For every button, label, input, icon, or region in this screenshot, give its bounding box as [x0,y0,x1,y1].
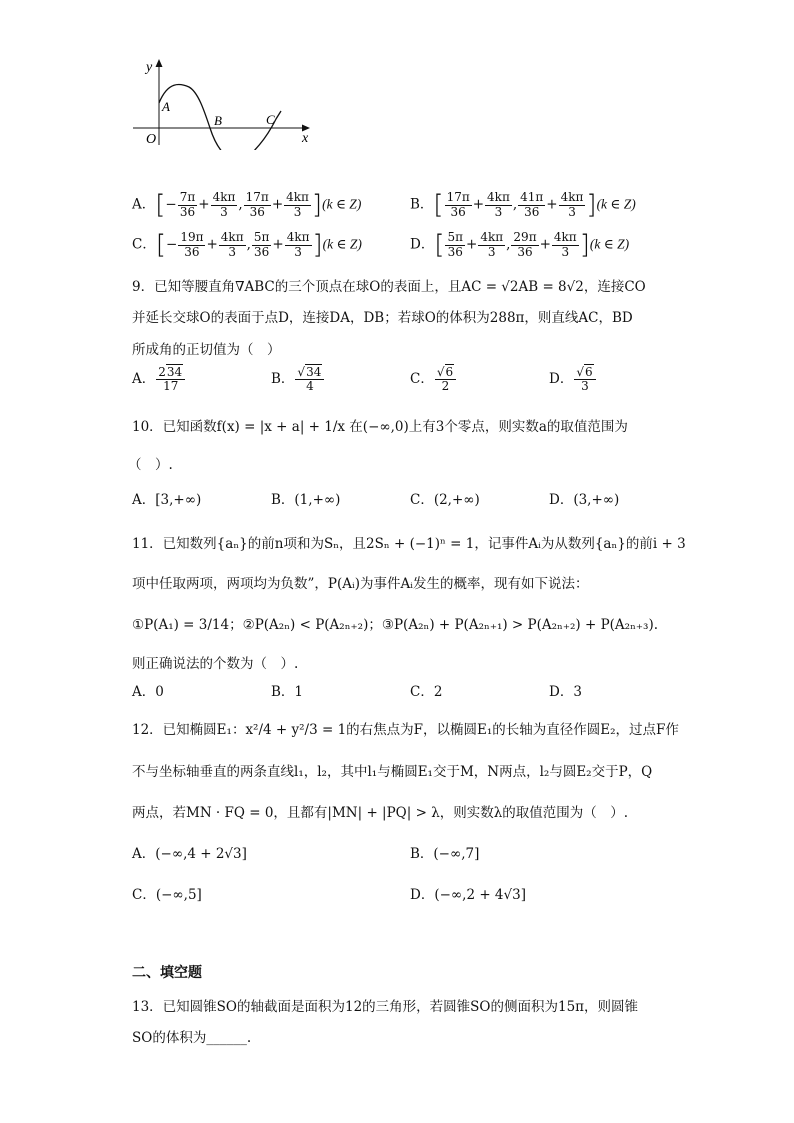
q11-claims: ①P(A₁) = 3/14；②P(A₂ₙ) < P(A₂ₙ₊₂)；③P(A₂ₙ) + P(A₂ₙ₊₁) > P(A₂ₙ₊₂) + P(A₂ₙ₊₃). [132,617,659,633]
q8-option-b[interactable]: B．[ $\frac{17\pi}{36}$ + $\frac{4k\pi}{3}$ , $\frac{41\pi}{36}$ + $\frac{4k\pi}{3}$ ](k ∈ Z) [410,190,636,220]
q8-option-a-label: A． [132,196,156,213]
q11-stem-line-3: 则正确说法的个数为（ ）. [132,656,299,672]
q12-stem-line-2: 不与坐标轴垂直的两条直线l₁，l₂，其中l₁与椭圆E₁交于M，N两点，l₂与圆E₂交于P，Q [132,764,653,780]
q10-option-d[interactable]: D．(3,+∞) [549,492,620,508]
q12-option-b[interactable]: B．(−∞,7] [410,846,480,862]
q9-option-a-label: A． [132,371,156,388]
point-a-label: A [162,99,170,114]
q12-option-a[interactable]: A．(−∞,4 + 2√3] [132,846,247,862]
q12-stem-line-3: 两点，若MN · FQ = 0，且都有|MN| + |PQ| > λ，则实数λ的取值范围为（ ）. [132,805,629,821]
q9-option-a[interactable]: A． $\frac{234}{17}$ [132,366,186,393]
q8-option-b-kset: (k ∈ Z) [596,196,636,212]
q9-stem-line-1: 9．已知等腰直角∇ABC的三个顶点在球O的表面上，且AC = √2AB = 8√2，连接CO [132,279,646,295]
q9-option-b[interactable]: B． $\frac{√34}{4}$ [271,366,325,393]
q11-option-a[interactable]: A．0 [132,684,164,700]
q8-option-d[interactable]: D．[ $\frac{5\pi}{36}$ + $\frac{4k\pi}{3}$ , $\frac{29\pi}{36}$ + $\frac{4k\pi}{3}$ ](k ∈ Z) [410,230,630,260]
q10-stem-line-1: 10．已知函数f(x) = |x + a| + 1/x 在(−∞,0)上有3个零点，则实数a的取值范围为 [132,419,628,435]
y-axis-arrow [156,59,163,67]
q9-option-d[interactable]: D． $\frac{√6}{3}$ [549,366,597,393]
q10-option-b[interactable]: B．(1,+∞) [271,492,341,508]
q11-option-b[interactable]: B．1 [271,684,304,700]
q8-option-c-kset: (k ∈ Z) [322,236,362,252]
q11-option-c[interactable]: C．2 [410,684,443,700]
q10-option-a[interactable]: A．[3,+∞) [132,492,202,508]
q12-option-d[interactable]: D．(−∞,2 + 4√3] [410,887,526,903]
q9-option-b-label: B． [271,371,295,388]
sine-graph [128,55,318,150]
q8-option-d-kset: (k ∈ Z) [589,236,630,252]
q8-option-c-label: C． [132,236,156,253]
q11-stem-line-2: 项中任取两项，两项均为负数”，P(Aᵢ)为事件Aᵢ发生的概率，现有如下说法： [132,576,589,592]
q8-option-d-label: D． [410,236,435,253]
q11-option-d[interactable]: D．3 [549,684,582,700]
axis-y-label: y [146,60,153,75]
q12-option-c[interactable]: C．(−∞,5] [132,887,202,903]
q9-stem-line-2: 并延长交球O的表面于点D，连接DA，DB；若球O的体积为288π，则直线AC，BD [132,310,633,326]
point-b-label: B [214,113,222,128]
q9-option-c-label: C． [410,371,434,388]
q8-option-b-label: B． [410,196,434,213]
section-2-title: 二、填空题 [132,965,202,981]
q8-option-a-kset: (k ∈ Z) [322,196,362,212]
q9-stem-line-3: 所成角的正切值为（ ） [132,342,281,358]
q10-option-c[interactable]: C．(2,+∞) [410,492,480,508]
q9-option-c[interactable]: C． $\frac{√6}{2}$ [410,366,457,393]
point-c-label: C [266,112,275,127]
q10-stem-line-2: （ ）. [128,457,173,473]
q8-option-c[interactable]: C．[− $\frac{19\pi}{36}$ + $\frac{4k\pi}{3}$ , $\frac{5\pi}{36}$ + $\frac{4k\pi}{3}$ ](k ∈ Z) [132,230,362,260]
q8-option-a[interactable]: A．[− $\frac{7\pi}{36}$ + $\frac{4k\pi}{3}$ , $\frac{17\pi}{36}$ + $\frac{4k\pi}{3}$ ](k ∈ Z) [132,190,362,220]
q9-option-d-label: D． [549,371,574,388]
q11-stem-line-1: 11．已知数列{aₙ}的前n项和为Sₙ，且2Sₙ + (−1)ⁿ = 1，记事件Aᵢ为从数列{aₙ}的前i + 3 [132,536,686,552]
origin-label: O [146,132,157,147]
q12-stem-line-1: 12．已知椭圆E₁：x²/4 + y²/3 = 1的右焦点为F，以椭圆E₁的长轴为直径作圆E₂，过点F作 [132,722,679,738]
q13-stem-line-1: 13．已知圆锥SO的轴截面是面积为12的三角形，若圆锥SO的侧面积为15π，则圆锥 [132,999,639,1015]
q13-stem-line-2: SO的体积为______. [132,1030,252,1046]
axis-x-label: x [302,131,309,146]
